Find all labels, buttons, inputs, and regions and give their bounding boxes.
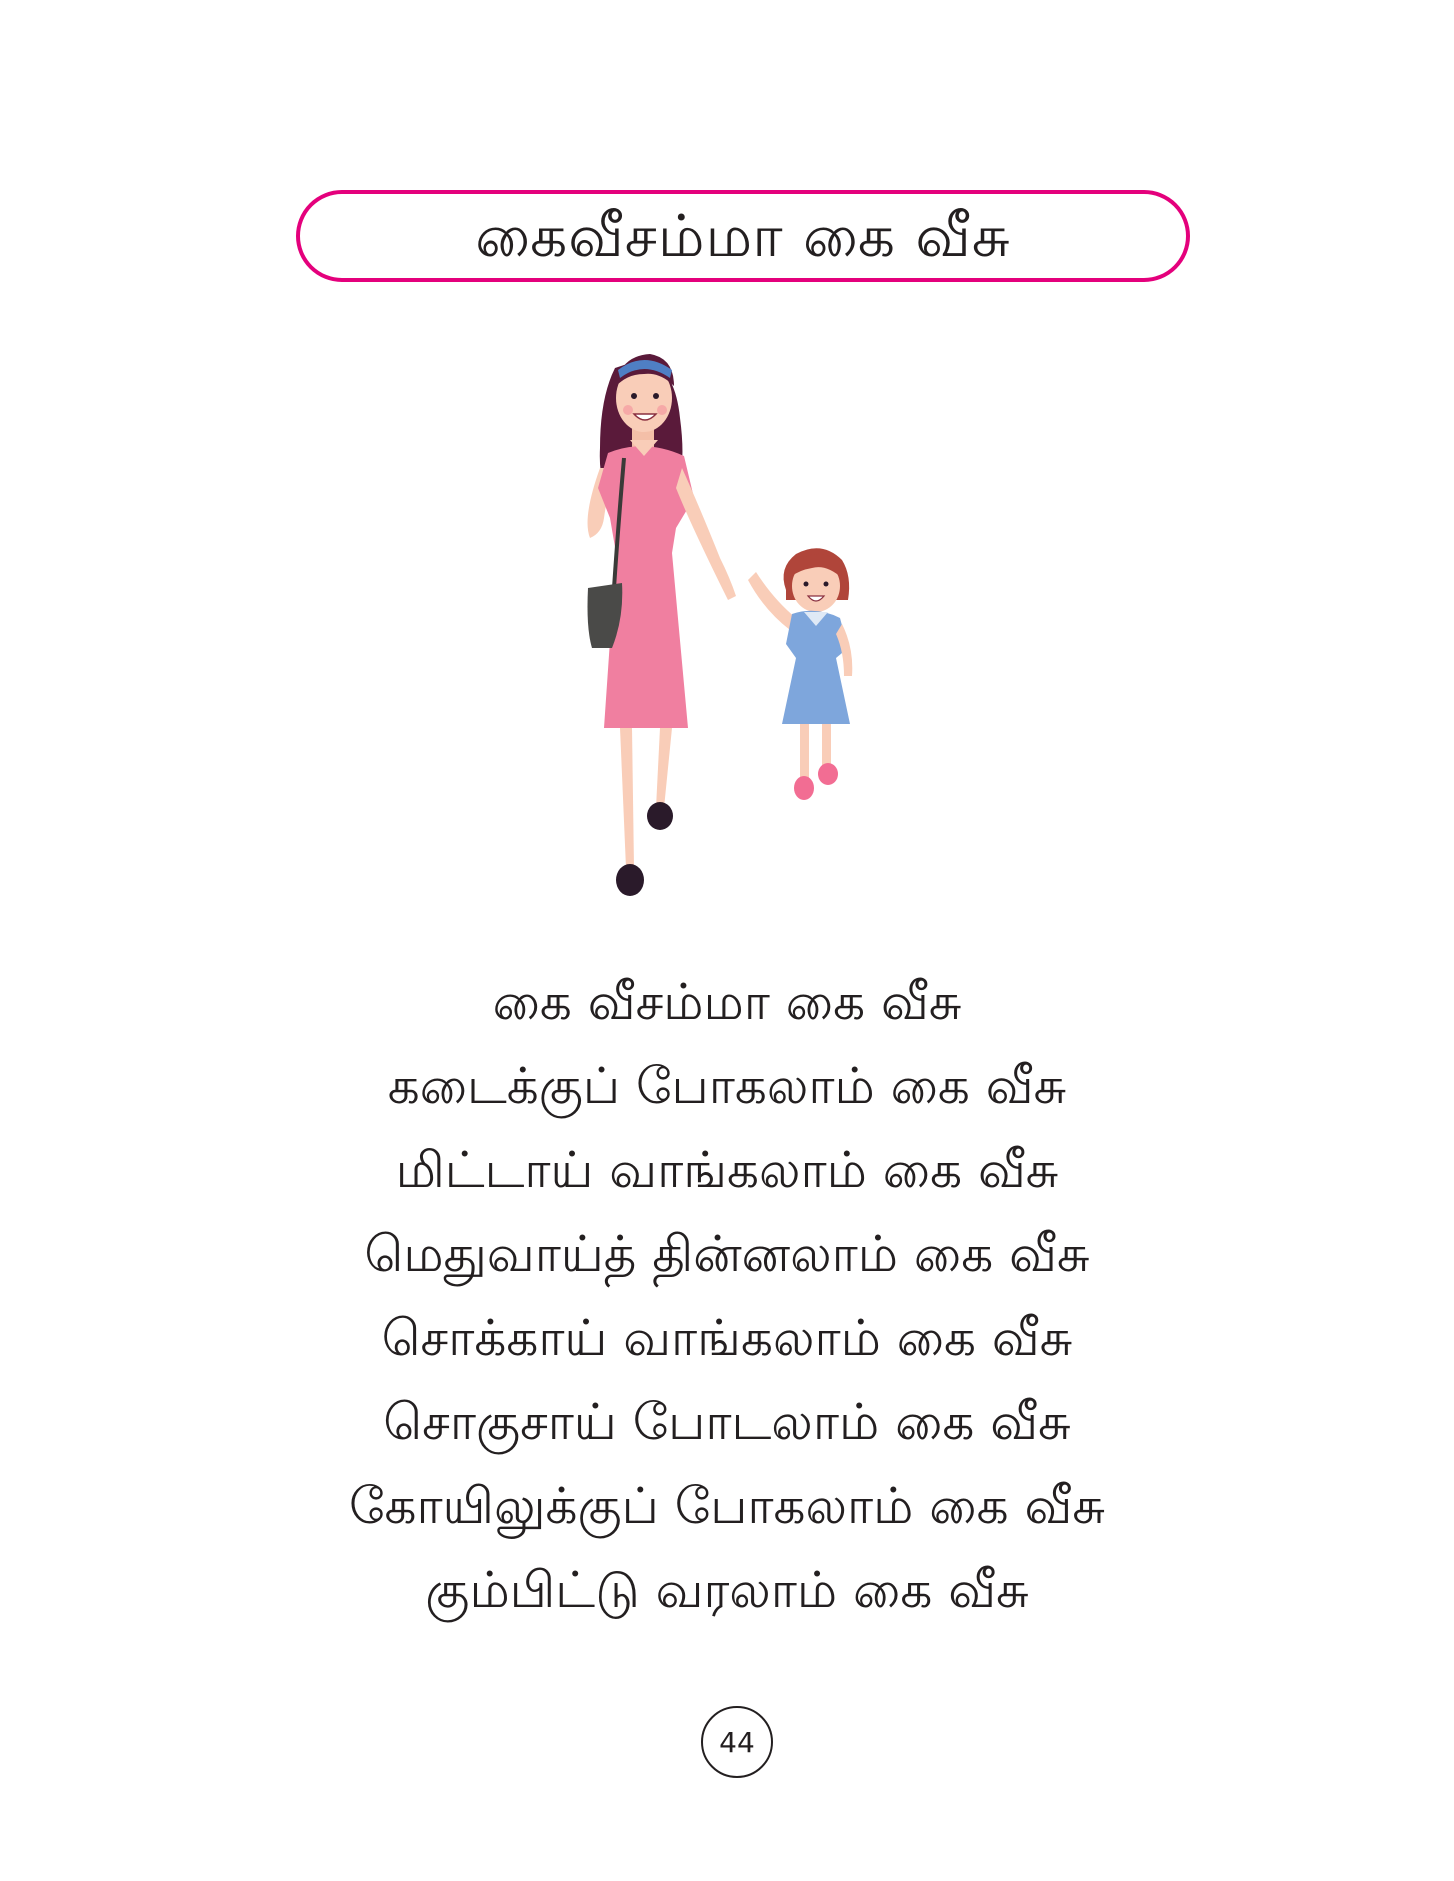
- poem-line: கும்பிட்டு வரலாம் கை வீசு: [425, 1561, 1029, 1619]
- poem: [0, 960, 1454, 1632]
- child-figure: [748, 548, 852, 800]
- page-title: கைவீசம்மா கை வீசு: [475, 202, 1011, 270]
- poem-line: மெதுவாய்த் தின்னலாம் கை வீசு: [364, 1225, 1090, 1283]
- poem-line: கோயிலுக்குப் போகலாம் கை வீசு: [349, 1477, 1105, 1535]
- mother-daughter-illustration: [560, 328, 900, 928]
- poem-line: சொகுசாய் போடலாம் கை வீசு: [383, 1393, 1071, 1451]
- title-banner: [296, 190, 1190, 282]
- poem-line: சொக்காய் வாங்கலாம் கை வீசு: [381, 1309, 1073, 1367]
- poem-line: கடைக்குப் போகலாம் கை வீசு: [387, 1057, 1067, 1115]
- poem-line: கை வீசம்மா கை வீசு: [492, 973, 962, 1031]
- poem-line: மிட்டாய் வாங்கலாம் கை வீசு: [395, 1141, 1059, 1199]
- page-number: 44: [701, 1706, 773, 1778]
- mother-figure: [588, 354, 737, 896]
